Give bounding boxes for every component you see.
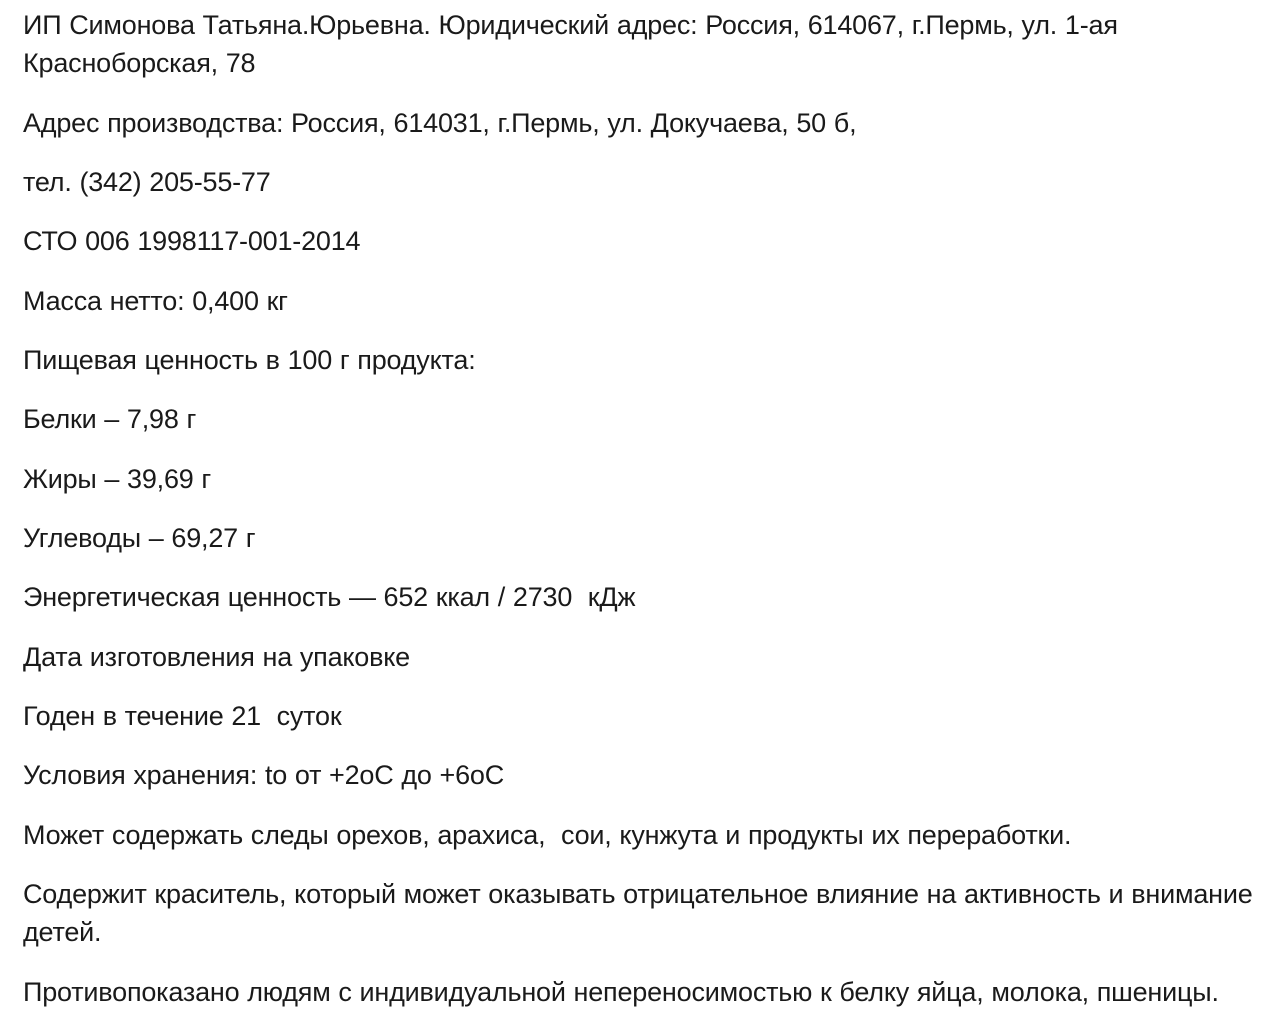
paragraph: Углеводы – 69,27 г: [23, 522, 256, 553]
paragraph: ИП Симонова Татьяна.Юрьевна. Юридический адрес: Россия, 614067, г.Пермь, ул. 1-ая Красноборская, 78: [23, 10, 1126, 79]
paragraph: Может содержать следы орехов, арахиса, сои, кунжута и продукты их переработки.: [23, 819, 1072, 850]
paragraph: Масса нетто: 0,400 кг: [23, 285, 288, 316]
paragraph: Годен в течение 21 суток: [23, 700, 342, 731]
paragraph: Пищевая ценность в 100 г продукта:: [23, 344, 476, 375]
paragraph: Белки – 7,98 г: [23, 404, 197, 435]
paragraph: Дата изготовления на упаковке: [23, 641, 410, 672]
paragraph: Противопоказано людям с индивидуальной непереносимостью к белку яйца, молока, пшеницы.: [23, 976, 1219, 1007]
paragraph: Энергетическая ценность — 652 ккал / 2730 кДж: [23, 582, 636, 613]
paragraph: Условия хранения: to от +2оС до +6оС: [23, 760, 505, 791]
paragraph: Адрес производства: Россия, 614031, г.Пермь, ул. Докучаева, 50 б,: [23, 107, 857, 138]
paragraph: Жиры – 39,69 г: [23, 463, 212, 494]
paragraph: СТО 006 1998117-001-2014: [23, 226, 361, 257]
paragraph: Содержит краситель, который может оказывать отрицательное влияние на активность и внимание детей.: [23, 878, 1261, 948]
paragraph: тел. (342) 205-55-77: [23, 166, 271, 197]
